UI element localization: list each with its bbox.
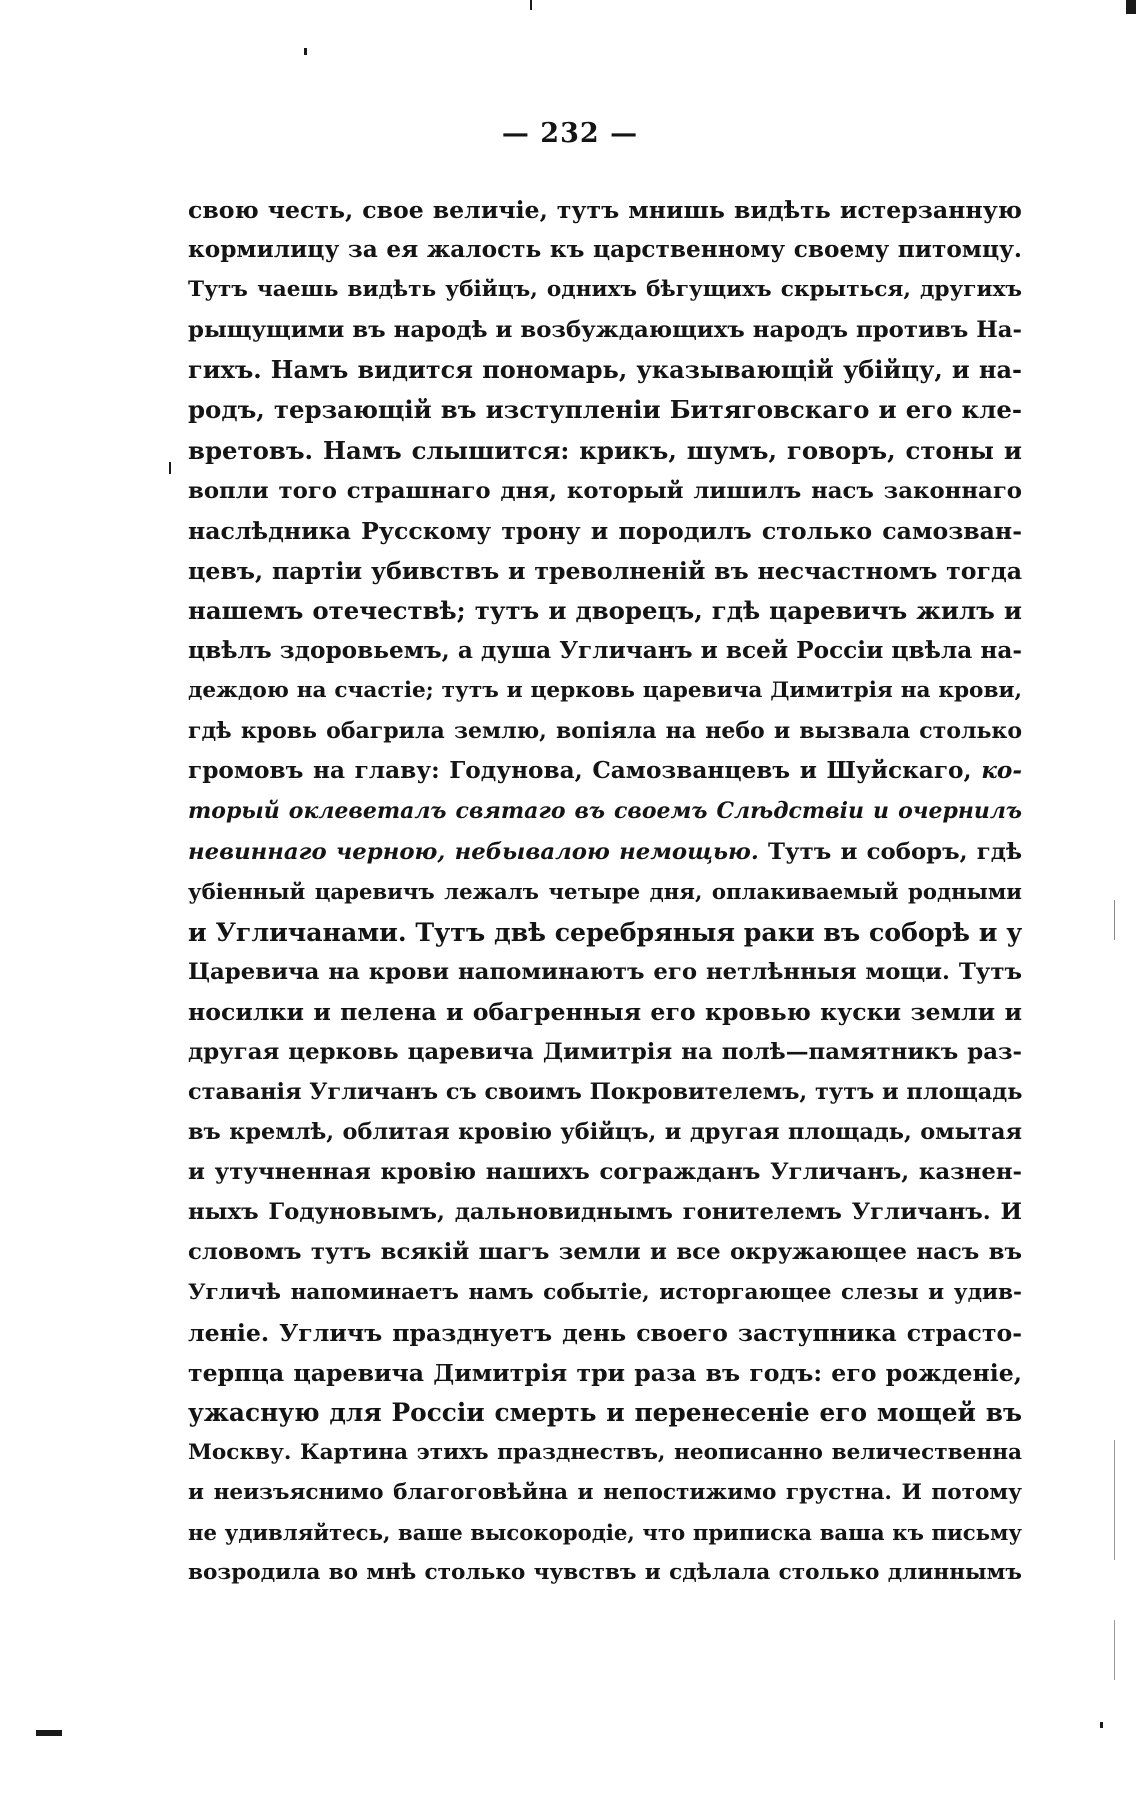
text-line xyxy=(188,791,1022,831)
text-line: Угличѣ напоминаетъ намъ событіе, исторгающее слезы и удив- xyxy=(188,1279,1022,1305)
italic-segment: ко- xyxy=(981,757,1022,785)
text-line: вопли того страшнаго дня, который лишилъ насъ законнаго xyxy=(188,477,1022,504)
text-line: ныхъ Годуновымъ, дальновиднымъ гонителемъ Угличанъ. И xyxy=(188,1199,1022,1226)
text-line: свою честь, свое величіе, тутъ мнишь видѣть истерзанную xyxy=(188,196,1022,224)
text-line: цевъ, партіи убивствъ и треволненій въ несчастномъ тогда xyxy=(188,556,1022,585)
text-line: рыщущими въ народѣ и возбуждающихъ народъ противъ На- xyxy=(188,317,1022,344)
text-line: словомъ тутъ всякій шагъ земли и все окружающее насъ въ xyxy=(188,1239,1022,1266)
page-number: — 232 — xyxy=(501,118,639,149)
scan-margin-line xyxy=(1114,1440,1115,1560)
text-line: носилки и пелена и обагренныя его кровью куски земли и xyxy=(188,997,1022,1026)
scan-speck xyxy=(530,0,532,10)
text-line: Царевича на крови напоминаютъ его нетлѣнныя мощи. Тутъ xyxy=(188,958,1022,985)
text-line: деждою на счастіе; тутъ и церковь царевича Димитрія на крови, xyxy=(188,678,1022,704)
text-line: ужасную для Россіи смерть и перенесеніе его мощей въ xyxy=(188,1397,1022,1427)
text-line: родъ, терзающій въ изступленіи Битяговскаго и его кле- xyxy=(188,395,1022,425)
text-line: громовъ на главу: Годунова, Самозванцевъ и Шуйскаго, ко- xyxy=(188,757,1022,785)
scan-margin-line xyxy=(1114,900,1115,940)
scan-margin-line xyxy=(1114,1620,1115,1680)
body-text xyxy=(188,190,1022,1593)
text-line: гдѣ кровь обагрила землю, вопіяла на небо и вызвала столько xyxy=(188,718,1022,745)
text-line: леніе. Угличъ празднуетъ день своего заступника страсто- xyxy=(188,1318,1022,1347)
text-line: кормилицу за ея жалость къ царственному своему питомцу. xyxy=(188,236,1022,264)
text-line: и неизъяснимо благоговѣйна и непостижимо грустна. И потому xyxy=(188,1480,1022,1505)
text-line: нашемъ отечествѣ; тутъ и дворецъ, гдѣ царевичъ жилъ и xyxy=(188,595,1022,625)
text-line: невиннаго черною, небывалою немощью. Тутъ и соборъ, гдѣ xyxy=(188,838,1022,865)
scan-speck xyxy=(169,462,171,474)
text-line: Тутъ чаешь видѣть убійцъ, однихъ бѣгущихъ скрыться, другихъ xyxy=(188,277,1022,303)
italic-segment: невиннаго черною, небывалою немощью. xyxy=(188,838,759,865)
text-line: и Угличанами. Тутъ двѣ серебряныя раки въ соборѣ и у xyxy=(188,916,1022,947)
text-line: и утучненная кровію нашихъ согражданъ Угличанъ, казнен- xyxy=(188,1159,1022,1186)
text-line: вретовъ. Намъ слышится: крикъ, шумъ, говоръ, стоны и xyxy=(188,435,1022,465)
text-line: цвѣлъ здоровьемъ, а душа Угличанъ и всей Россіи цвѣла на- xyxy=(188,637,1022,665)
text-line: терпца царевича Димитрія три раза въ годъ: его рожденіе, xyxy=(188,1358,1022,1387)
scan-speck xyxy=(36,1730,62,1736)
text-line: убіенный царевичъ лежалъ четыре дня, оплакиваемый родными xyxy=(188,878,1022,904)
scan-speck xyxy=(1100,1722,1103,1728)
text-line: гихъ. Намъ видится пономарь, указывающій убійцу, и на- xyxy=(188,355,1022,385)
italic-segment: торый оклеветалъ святаго въ своемъ Слѣдствіи и очернилъ xyxy=(188,798,1022,825)
text-line: другая церковь царевича Димитрія на полѣ—памятникъ раз- xyxy=(188,1038,1022,1065)
text-line: наслѣдника Русскому трону и породилъ столько самозван- xyxy=(188,516,1022,545)
text-line: въ кремлѣ, облитая кровію убійцъ, и другая площадь, омытая xyxy=(188,1119,1022,1146)
text-line: Москву. Картина этихъ празднествъ, неописанно величественна xyxy=(188,1439,1022,1465)
text-line: не удивляйтесь, ваше высокородіе, что приписка ваша къ письму xyxy=(188,1520,1022,1546)
text-line: возродила во мнѣ столько чувствъ и сдѣлала столько длиннымъ xyxy=(188,1560,1022,1586)
scan-speck xyxy=(304,48,307,55)
text-line: ставанія Угличанъ съ своимъ Покровителемъ, тутъ и площадь xyxy=(188,1079,1022,1106)
scan-speck xyxy=(1126,0,1136,14)
